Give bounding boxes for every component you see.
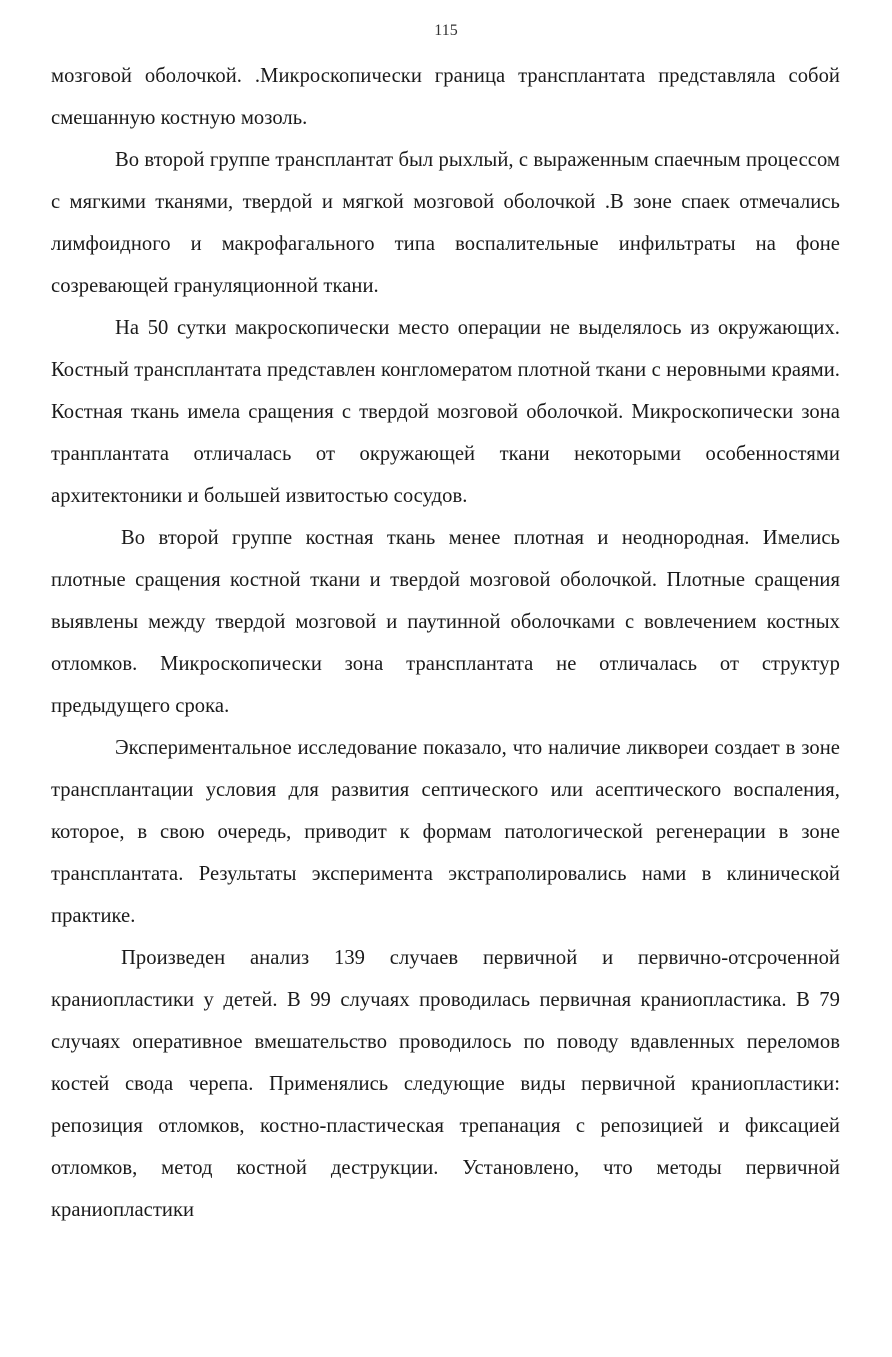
page-number: 115 xyxy=(434,22,458,39)
paragraph-continuation: мозговой оболочкой. .Микроскопически граница трансплантата представляла собой смешанную костную мозоль. xyxy=(51,65,840,129)
paragraph-second-group-transplant: Во второй группе трансплантат был рыхлый, с выраженным спаечным процессом с мягкими тканями, твердой и мягкой мозговой оболочкой .В зоне спаек отмечались лимфоидного и макрофагального типа воспалительные инфильтраты на фоне созревающей грануляционной ткани. xyxy=(51,149,840,297)
paragraph-day-50: На 50 сутки макроскопически место операции не выделялось из окружающих. Костный трансплантата представлен конгломератом плотной ткани с неровными краями. Костная ткань имела сращения с твердой мозговой оболочкой. Микроскопически зона транплантата отличалась от окружающей ткани некоторыми особенностями архитектоники и большей извитостью сосудов. xyxy=(51,317,840,507)
paragraph-second-group-bone: Во второй группе костная ткань менее плотная и неоднородная. Имелись плотные сращения костной ткани и твердой мозговой оболочкой. Плотные сращения выявлены между твердой мозговой и паутинной оболочками с вовлечением костных отломков. Микроскопически зона трансплантата не отличалась от структур предыдущего срока. xyxy=(51,527,840,717)
paragraph-case-analysis: Произведен анализ 139 случаев первичной и первично-отсроченной краниопластики у детей. В 99 случаях проводилась первичная краниопластика. В 79 случаях оперативное вмешательство проводилось по поводу вдавленных переломов костей свода черепа. Применялись следующие виды первичной краниопластики: репозиция отломков, костно-пластическая трепанация с репозицией и фиксацией отломков, метод костной деструкции. Установлено, что методы первичной краниопластики xyxy=(51,947,840,1221)
paragraph-experimental-study: Экспериментальное исследование показало, что наличие ликвореи создает в зоне трансплантации условия для развития септического или асептического воспаления, которое, в свою очередь, приводит к формам патологической регенерации в зоне трансплантата. Результаты эксперимента экстраполировались нами в клинической практике. xyxy=(51,737,840,927)
document-body xyxy=(51,55,840,1231)
